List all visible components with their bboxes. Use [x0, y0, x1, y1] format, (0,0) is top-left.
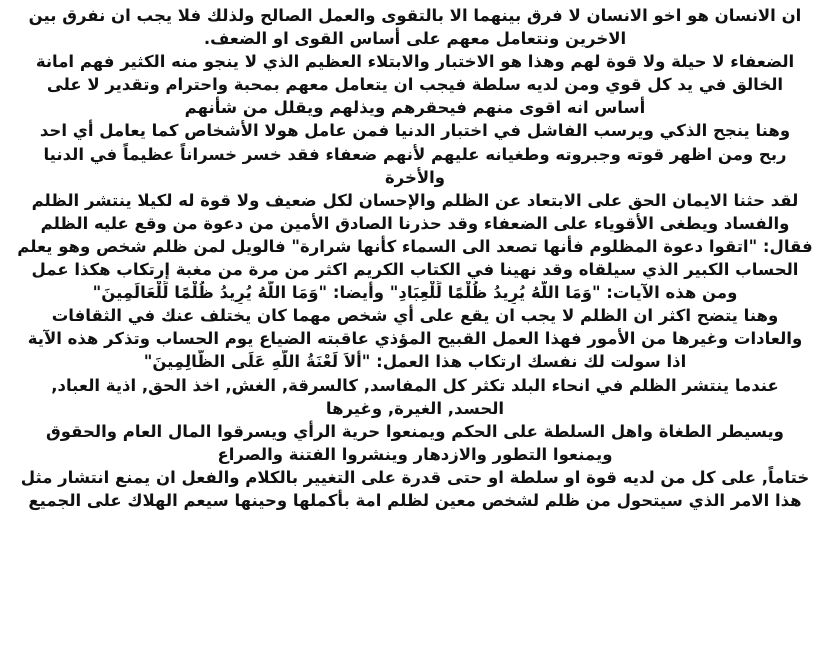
- text-line-19: ويسيطر الطغاة واهل السلطة على الحكم ويمنعوا حرية الرأي ويسرقوا المال العام والحقوق: [46, 421, 784, 441]
- text-line-12: الحساب الكبير الذي سيلقاه وقد نهينا في الكتاب الكريم اكثر من مرة من مغبة إرتكاب هكذا عمل: [31, 260, 799, 280]
- text-line-1: ان الانسان هو اخو الانسان لا فرق بينهما الا بالتقوى والعمل الصالح ولذلك فلا يجب ان نفرق بين: [28, 6, 802, 25]
- text-line-8: والأخرة: [384, 167, 446, 187]
- text-line-2: الاخرين ونتعامل معهم على أساس القوى او الضعف.: [203, 29, 627, 49]
- text-line-13: ومن هذه الآيات: "وَمَا اللَّهُ يُرِيدُ ظُلْمًا لِّلْعِبَادِ" وأيضا: "وَمَا اللَّهُ يُرِيدُ ظُلْمًا لِّلْعَالَمِينَ": [92, 283, 738, 303]
- text-line-15: والعادات وغيرها من الأمور فهذا العمل القبيح المؤذي عاقبته الضياع يوم الحساب وتذكر هذه الآية: [27, 329, 803, 349]
- text-line-17: عندما ينتشر الظلم في انحاء البلد تكثر كل المفاسد, كالسرقة, الغش, اخذ الحق, اذية العباد,: [51, 375, 779, 395]
- text-line-11: فقال: "اتقوا دعوة المظلوم فأنها تصعد الى السماء كأنها شرارة" فالويل لمن ظلم شخص وهو يعلم: [17, 236, 813, 256]
- text-line-4: الخالق في يد كل قوي ومن لديه سلطة فيجب ان يتعامل معهم بمحبة واحترام وتقدير لا على: [46, 75, 784, 95]
- text-line-21: ختاماً, على كل من لديه قوة او سلطة او حتى قدرة على التغيير بالكلام والفعل ان يمنع انتشار مثل: [20, 467, 810, 487]
- text-line-6: وهنا ينجح الذكي ويرسب الفاشل في اختبار الدنيا فمن عامل هولا الأشخاص كما يعامل أي احد: [39, 121, 791, 141]
- text-line-22: هذا الامر الذي سيتحول من ظلم لشخص معين لظلم امة بأكملها وحينها سيعم الهلاك على الجميع: [28, 490, 802, 510]
- text-line-3: الضعفاء لا حيلة ولا قوة لهم وهذا هو الاختبار والابتلاء العظيم الذي لا ينجو منه الكثير فهم امانة: [35, 52, 795, 72]
- text-line-20: ويمنعوا التطور والازدهار وينشروا الفتنة والصراع: [217, 444, 613, 464]
- text-line-16: اذا سولت لك نفسك ارتكاب هذا العمل: "أَلاَ لَعْنَةُ اللَّهِ عَلَى الظَّالِمِينَ": [143, 352, 687, 372]
- text-line-10: والفساد ويطغى الأقوياء على الضعفاء وقد حذرنا الصادق الأمين من دعوة من وقع عليه الظلم: [40, 213, 790, 233]
- text-line-9: لقد حثنا الايمان الحق على الابتعاد عن الظلم والإحسان لكل ضعيف ولا قوة له لكيلا ينتشر الظلم: [31, 190, 799, 210]
- text-line-7: ربح ومن اظهر قوته وجبروته وطغيانه عليهم لأنهم ضعفاء فقد خسر خسراناً عظيماً في الدنيا: [43, 144, 787, 164]
- text-line-5: أساس انه اقوى منهم فيحقرهم ويذلهم ويقلل من شأنهم: [184, 98, 646, 118]
- text-line-14: وهنا يتضح اكثر ان الظلم لا يجب ان يقع على أي شخص مهما كان يختلف عنك في الثقافات: [51, 306, 779, 326]
- text-line-18: الحسد, الغيرة, وغيرها: [325, 398, 505, 418]
